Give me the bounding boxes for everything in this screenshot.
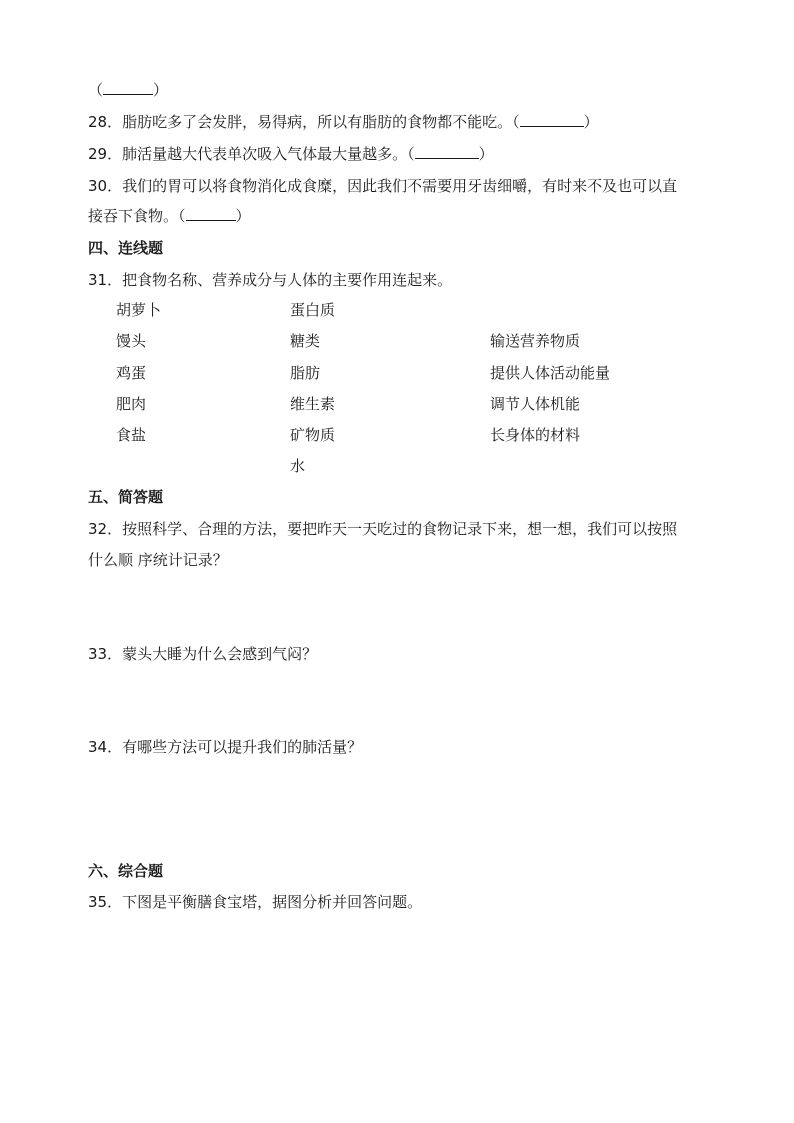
question-32-line1: 32．按照科学、合理的方法，要把昨天一天吃过的食物记录下来，想一想，我们可以按照 (88, 520, 678, 538)
function-item[interactable]: 调节人体机能 (490, 395, 581, 413)
question-35: 35．下图是平衡膳食宝塔，据图分析并回答问题。 (88, 893, 423, 911)
question-32-line2: 什么顺 序统计记录？ (88, 551, 228, 569)
q27-answer-blank-line: （ ） (88, 81, 169, 99)
question-30-line2: 接吞下食物。（ ） (88, 207, 251, 225)
question-30-line1: 30．我们的胃可以将食物消化成食糜，因此我们不需要用牙齿细嚼，有时来不及也可以直 (88, 177, 678, 195)
food-item[interactable]: 肥肉 (116, 395, 147, 413)
food-item[interactable]: 食盐 (116, 426, 147, 444)
question-31: 31．把食物名称、营养成分与人体的主要作用连起来。 (88, 271, 453, 289)
nutrient-item[interactable]: 水 (290, 457, 306, 475)
section-4-title: 四、连线题 (88, 239, 164, 257)
question-33: 33．蒙头大睡为什么会感到气闷？ (88, 645, 318, 663)
food-item[interactable]: 鸡蛋 (116, 364, 147, 382)
nutrient-item[interactable]: 糖类 (290, 332, 321, 350)
function-item[interactable]: 长身体的材料 (490, 426, 581, 444)
question-29: 29．肺活量越大代表单次吸入气体最大量越多。（ ） (88, 145, 494, 163)
nutrient-item[interactable]: 维生素 (290, 395, 336, 413)
q29-answer-blank[interactable] (415, 144, 479, 159)
q27-answer-blank[interactable] (103, 80, 153, 95)
function-item[interactable]: 输送营养物质 (490, 332, 581, 350)
q30-answer-blank[interactable] (186, 206, 236, 221)
q28-answer-blank[interactable] (520, 112, 584, 127)
food-item[interactable]: 胡萝卜 (116, 301, 162, 319)
food-item[interactable]: 馒头 (116, 332, 147, 350)
question-28: 28．脂肪吃多了会发胖，易得病，所以有脂肪的食物都不能吃。（ ） (88, 113, 599, 131)
section-5-title: 五、简答题 (88, 488, 164, 506)
section-6-title: 六、综合题 (88, 862, 164, 880)
nutrient-item[interactable]: 矿物质 (290, 426, 336, 444)
function-item[interactable]: 提供人体活动能量 (490, 364, 611, 382)
question-34: 34．有哪些方法可以提升我们的肺活量？ (88, 738, 363, 756)
nutrient-item[interactable]: 脂肪 (290, 364, 321, 382)
nutrient-item[interactable]: 蛋白质 (290, 301, 336, 319)
